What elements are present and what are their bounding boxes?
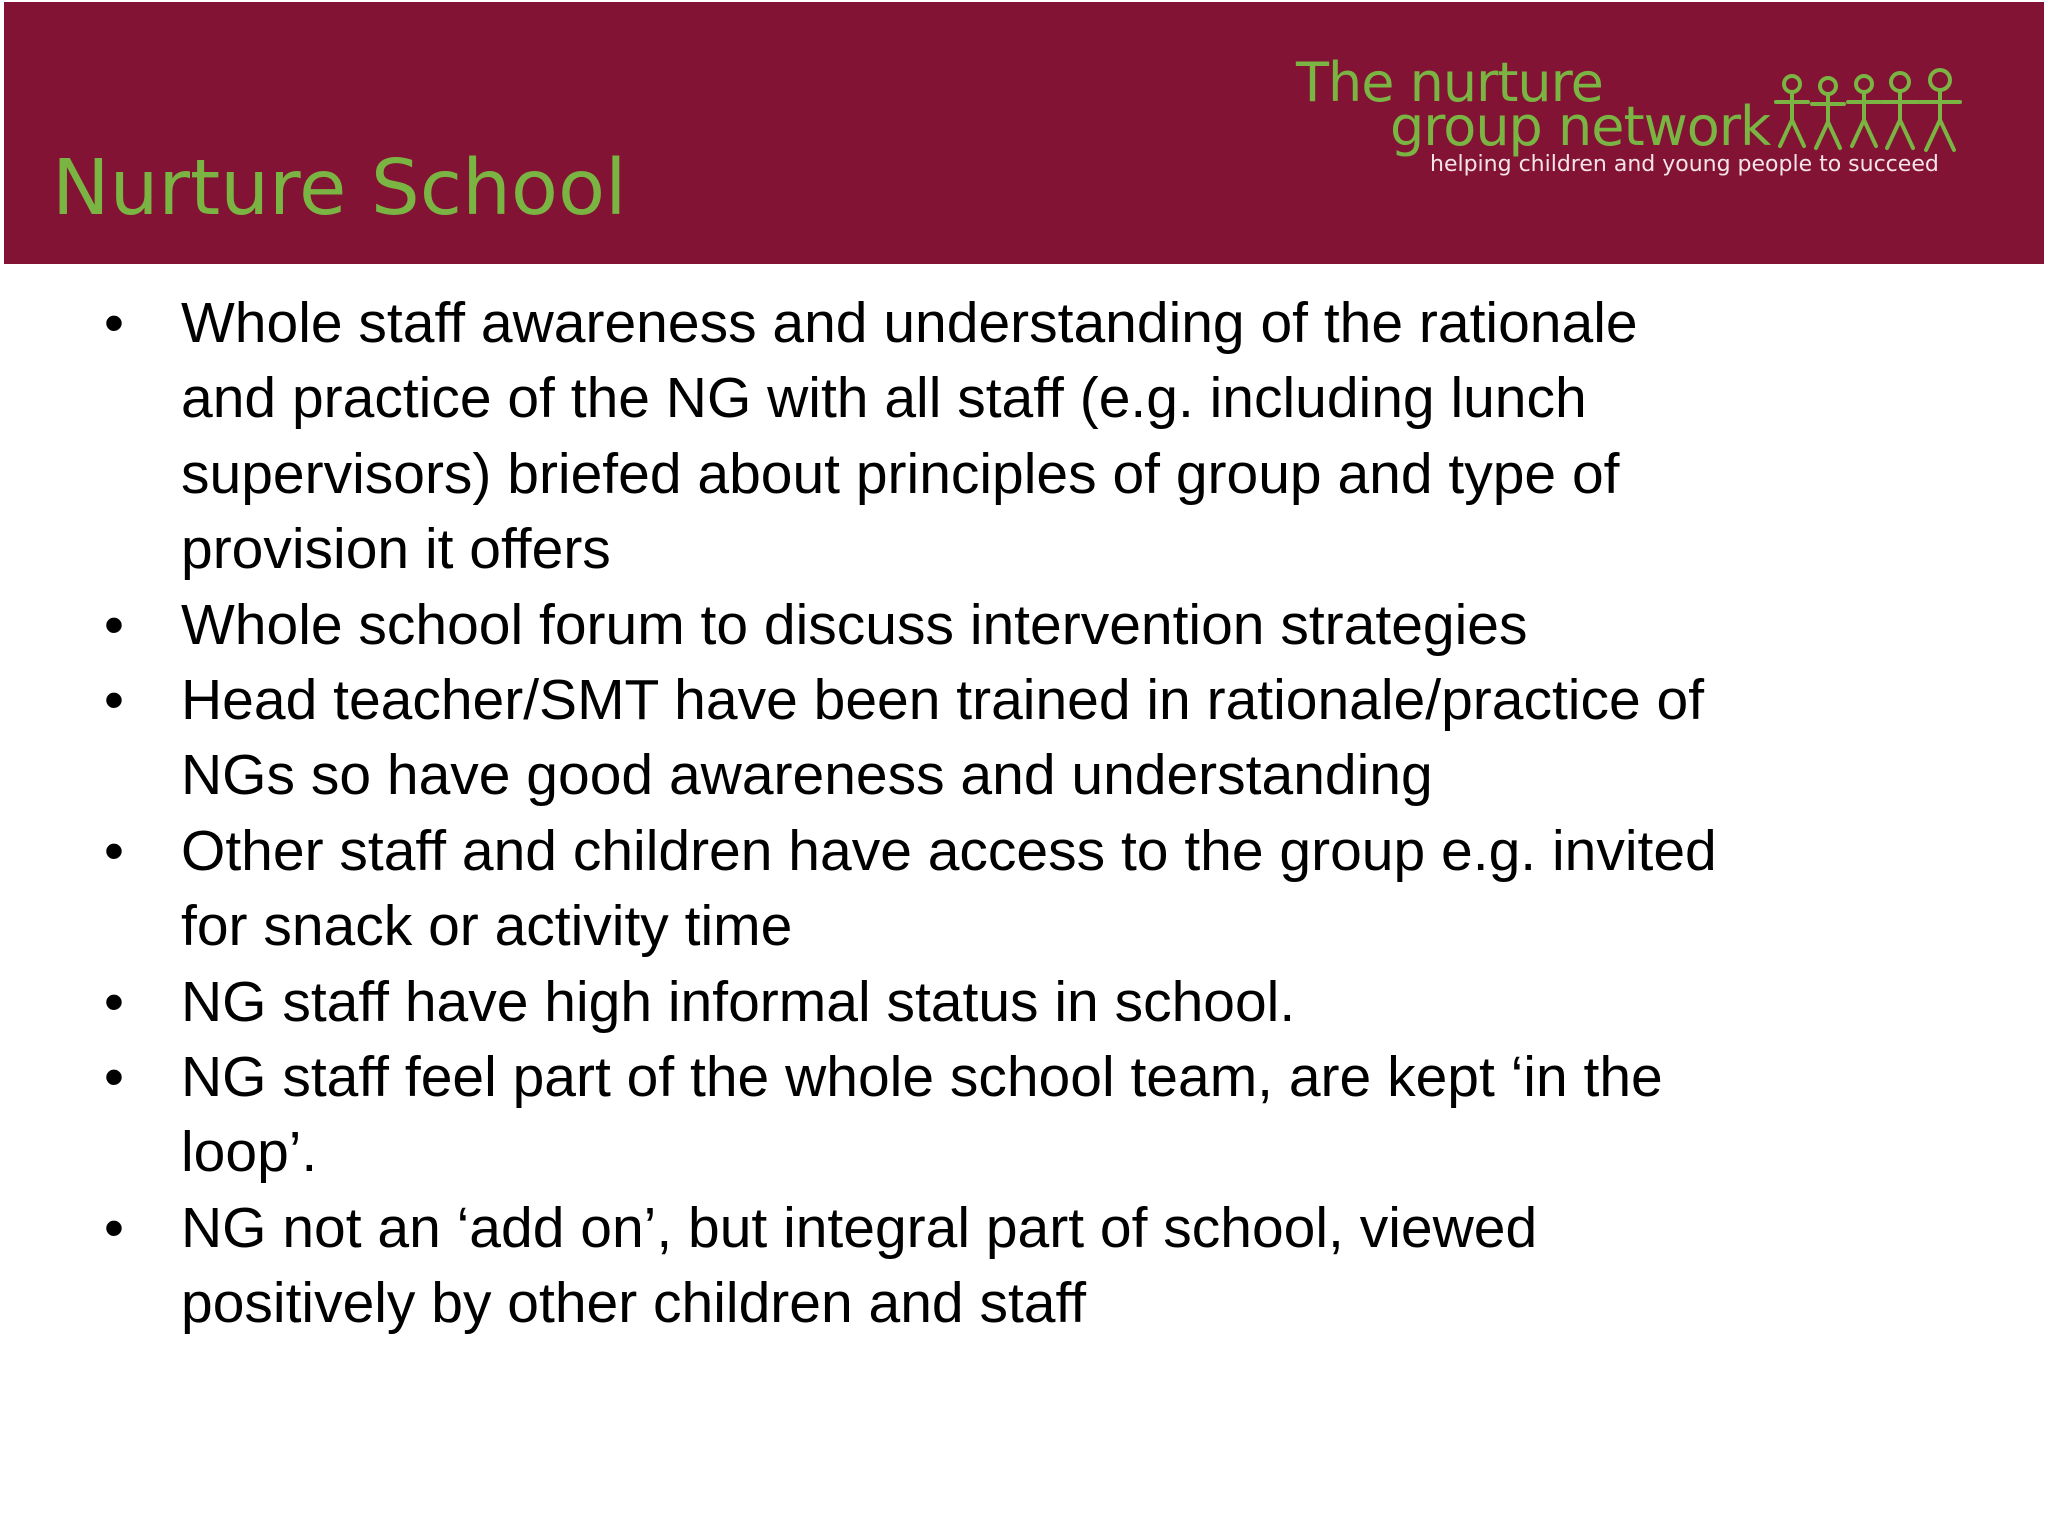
logo-tagline: helping children and young people to succeed [1430, 152, 1939, 177]
logo-text-line2: group network [1390, 95, 1771, 158]
bullet-marker: • [104, 818, 124, 883]
bullet-line: Whole staff awareness and understanding of the rationale [181, 291, 1638, 355]
bullet-line: provision it offers [181, 517, 611, 582]
bullet-item [104, 965, 2004, 1040]
bullet-line: Other staff and children have access to the group e.g. invited [181, 818, 1717, 883]
bullet-marker: • [104, 592, 124, 657]
bullet-line: NGs so have good awareness and understanding [181, 743, 1433, 808]
bullet-line: and practice of the NG with all staff (e.g. including lunch [181, 366, 1587, 431]
bullet-line: positively by other children and staff [181, 1271, 1087, 1336]
bullet-line: Whole school forum to discuss intervention strategies [181, 592, 1528, 657]
bullet-item [104, 1191, 2004, 1342]
bullet-item [104, 1040, 2004, 1191]
slide-title: Nurture School [52, 144, 627, 233]
bullet-line: loop’. [181, 1120, 318, 1185]
bullet-marker: • [104, 1195, 124, 1260]
stick-figures-icon [1772, 68, 1972, 156]
bullet-item [104, 286, 2004, 588]
bullet-marker: • [104, 969, 124, 1034]
bullet-line: supervisors) briefed about principles of group and type of [181, 441, 1620, 506]
bullet-marker: • [104, 668, 124, 733]
bullet-item [104, 588, 2004, 663]
bullet-list [104, 286, 2004, 1342]
bullet-item [104, 814, 2004, 965]
bullet-line: NG not an ‘add on’, but integral part of school, viewed [181, 1195, 1538, 1260]
bullet-marker: • [104, 1045, 124, 1110]
bullet-marker: • [104, 291, 124, 355]
nurture-group-network-logo [1290, 48, 1990, 188]
bullet-line: Head teacher/SMT have been trained in rationale/practice of [181, 668, 1705, 733]
logo-text-line1: The nurture [1296, 51, 1603, 114]
bullet-line: for snack or activity time [181, 894, 793, 959]
bullet-item [104, 663, 2004, 814]
bullet-line: NG staff have high informal status in school. [181, 969, 1296, 1034]
bullet-line: NG staff feel part of the whole school team, are kept ‘in the [181, 1045, 1663, 1110]
